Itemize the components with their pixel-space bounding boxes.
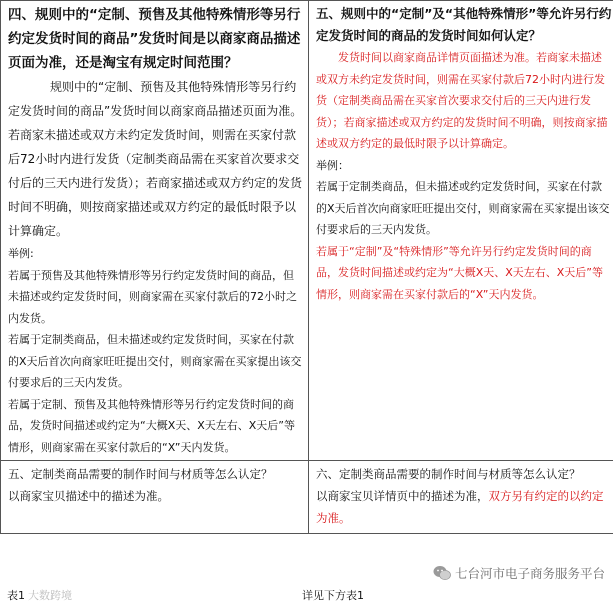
wechat-watermark xyxy=(433,564,605,582)
right-example-1: 若属于定制类商品，但未描述或约定发货时间，买家在付款的X天后首次向商家旺旺提出交付，则商家需在买家提出该交付要求后的三天内发货。 xyxy=(316,180,610,236)
left-cell xyxy=(1,1,309,461)
left-question-title: 四、规则中的“定制、预售及其他特殊情形等另行约定发货时间的商品”发货时间是以商家商品描述页面为准，还是淘宝有规定时间范围？ xyxy=(8,7,301,71)
right-example-2: 若属于“定制”及“特殊情形”等允许另行约定发货时间的商品，发货时间描述或约定为“大概X天、X天左右、X天后”等情形，则商家需在买家付款后的“X”天内发货。 xyxy=(316,244,604,301)
bottom-left-question: 五、定制类商品需要的制作时间与材质等怎么认定？ xyxy=(8,467,273,481)
bottom-right-answer xyxy=(316,485,612,529)
footer-left-label: 表1 xyxy=(7,589,25,602)
bottom-right-answer-text: 以商家宝贝详情页中的描述为准， xyxy=(316,489,489,503)
right-cell xyxy=(309,1,613,461)
wechat-icon xyxy=(433,565,451,581)
footer-watermark: 大数跨境 xyxy=(28,589,72,602)
footer-right-label: 详见下方表1 xyxy=(302,589,364,602)
bottom-right-cell xyxy=(309,461,613,534)
bottom-right-answer-red: 双方另有约定的以约定为准。 xyxy=(316,489,604,525)
right-question-title: 五、规则中的“定制”及“其他特殊情形”等允许另行约定发货时间的商品的发货时间如何认定？ xyxy=(316,6,612,43)
bottom-left-cell xyxy=(1,461,309,534)
left-example-3: 若属于定制、预售及其他特殊情形等另行约定发货时间的商品，发货时间描述或约定为“大概X天、X天左右、X天后”等情形，则商家需在买家付款后的“X”天内发货。 xyxy=(8,397,296,454)
wechat-account-name: 七台河市电子商务服务平台 xyxy=(454,566,605,581)
bottom-left-answer: 以商家宝贝描述中的描述为准。 xyxy=(8,489,169,503)
left-example-2: 若属于定制类商品，但未描述或约定发货时间，买家在付款的X天后首次向商家旺旺提出交付，则商家需在买家提出该交付要求后的三天内发货。 xyxy=(8,333,302,389)
right-example-label: 举例： xyxy=(316,158,349,172)
left-example-label: 举例: xyxy=(8,247,34,260)
footer-bar xyxy=(0,566,613,608)
left-example-1: 若属于预售及其他特殊情形等另行约定发货时间的商品，但未描述或约定发货时间，则商家需在买家付款后的72小时之内发货。 xyxy=(8,268,297,325)
right-answer: 发货时间以商家商品详情页面描述为准。若商家未描述或双方未约定发货时间，则需在买家付款后72小时内进行发货（定制类商品需在买家首次要求交付后的三天内进行发货）；若商家描述或双方约定的发货时间不明确，则按商家描述或双方约定的最低时限予以计算确定。 xyxy=(316,51,608,150)
left-answer: 规则中的“定制、预售及其他特殊情形等另行约定发货时间的商品”发货时间以商家商品描述页面为准。若商家未描述或双方未约定发货时间，则需在买家付款后72小时内进行发货（定制类商品需在买家首次要求交付后的三天内进行发货）；若商家描述或双方约定的发货时间不明确，则按商家描述或双方约定的最低时限予以计算确定。 xyxy=(8,80,303,238)
table-row-bottom xyxy=(1,461,613,534)
table-row-main xyxy=(1,1,613,461)
bottom-right-question: 六、定制类商品需要的制作时间与材质等怎么认定？ xyxy=(316,467,581,481)
